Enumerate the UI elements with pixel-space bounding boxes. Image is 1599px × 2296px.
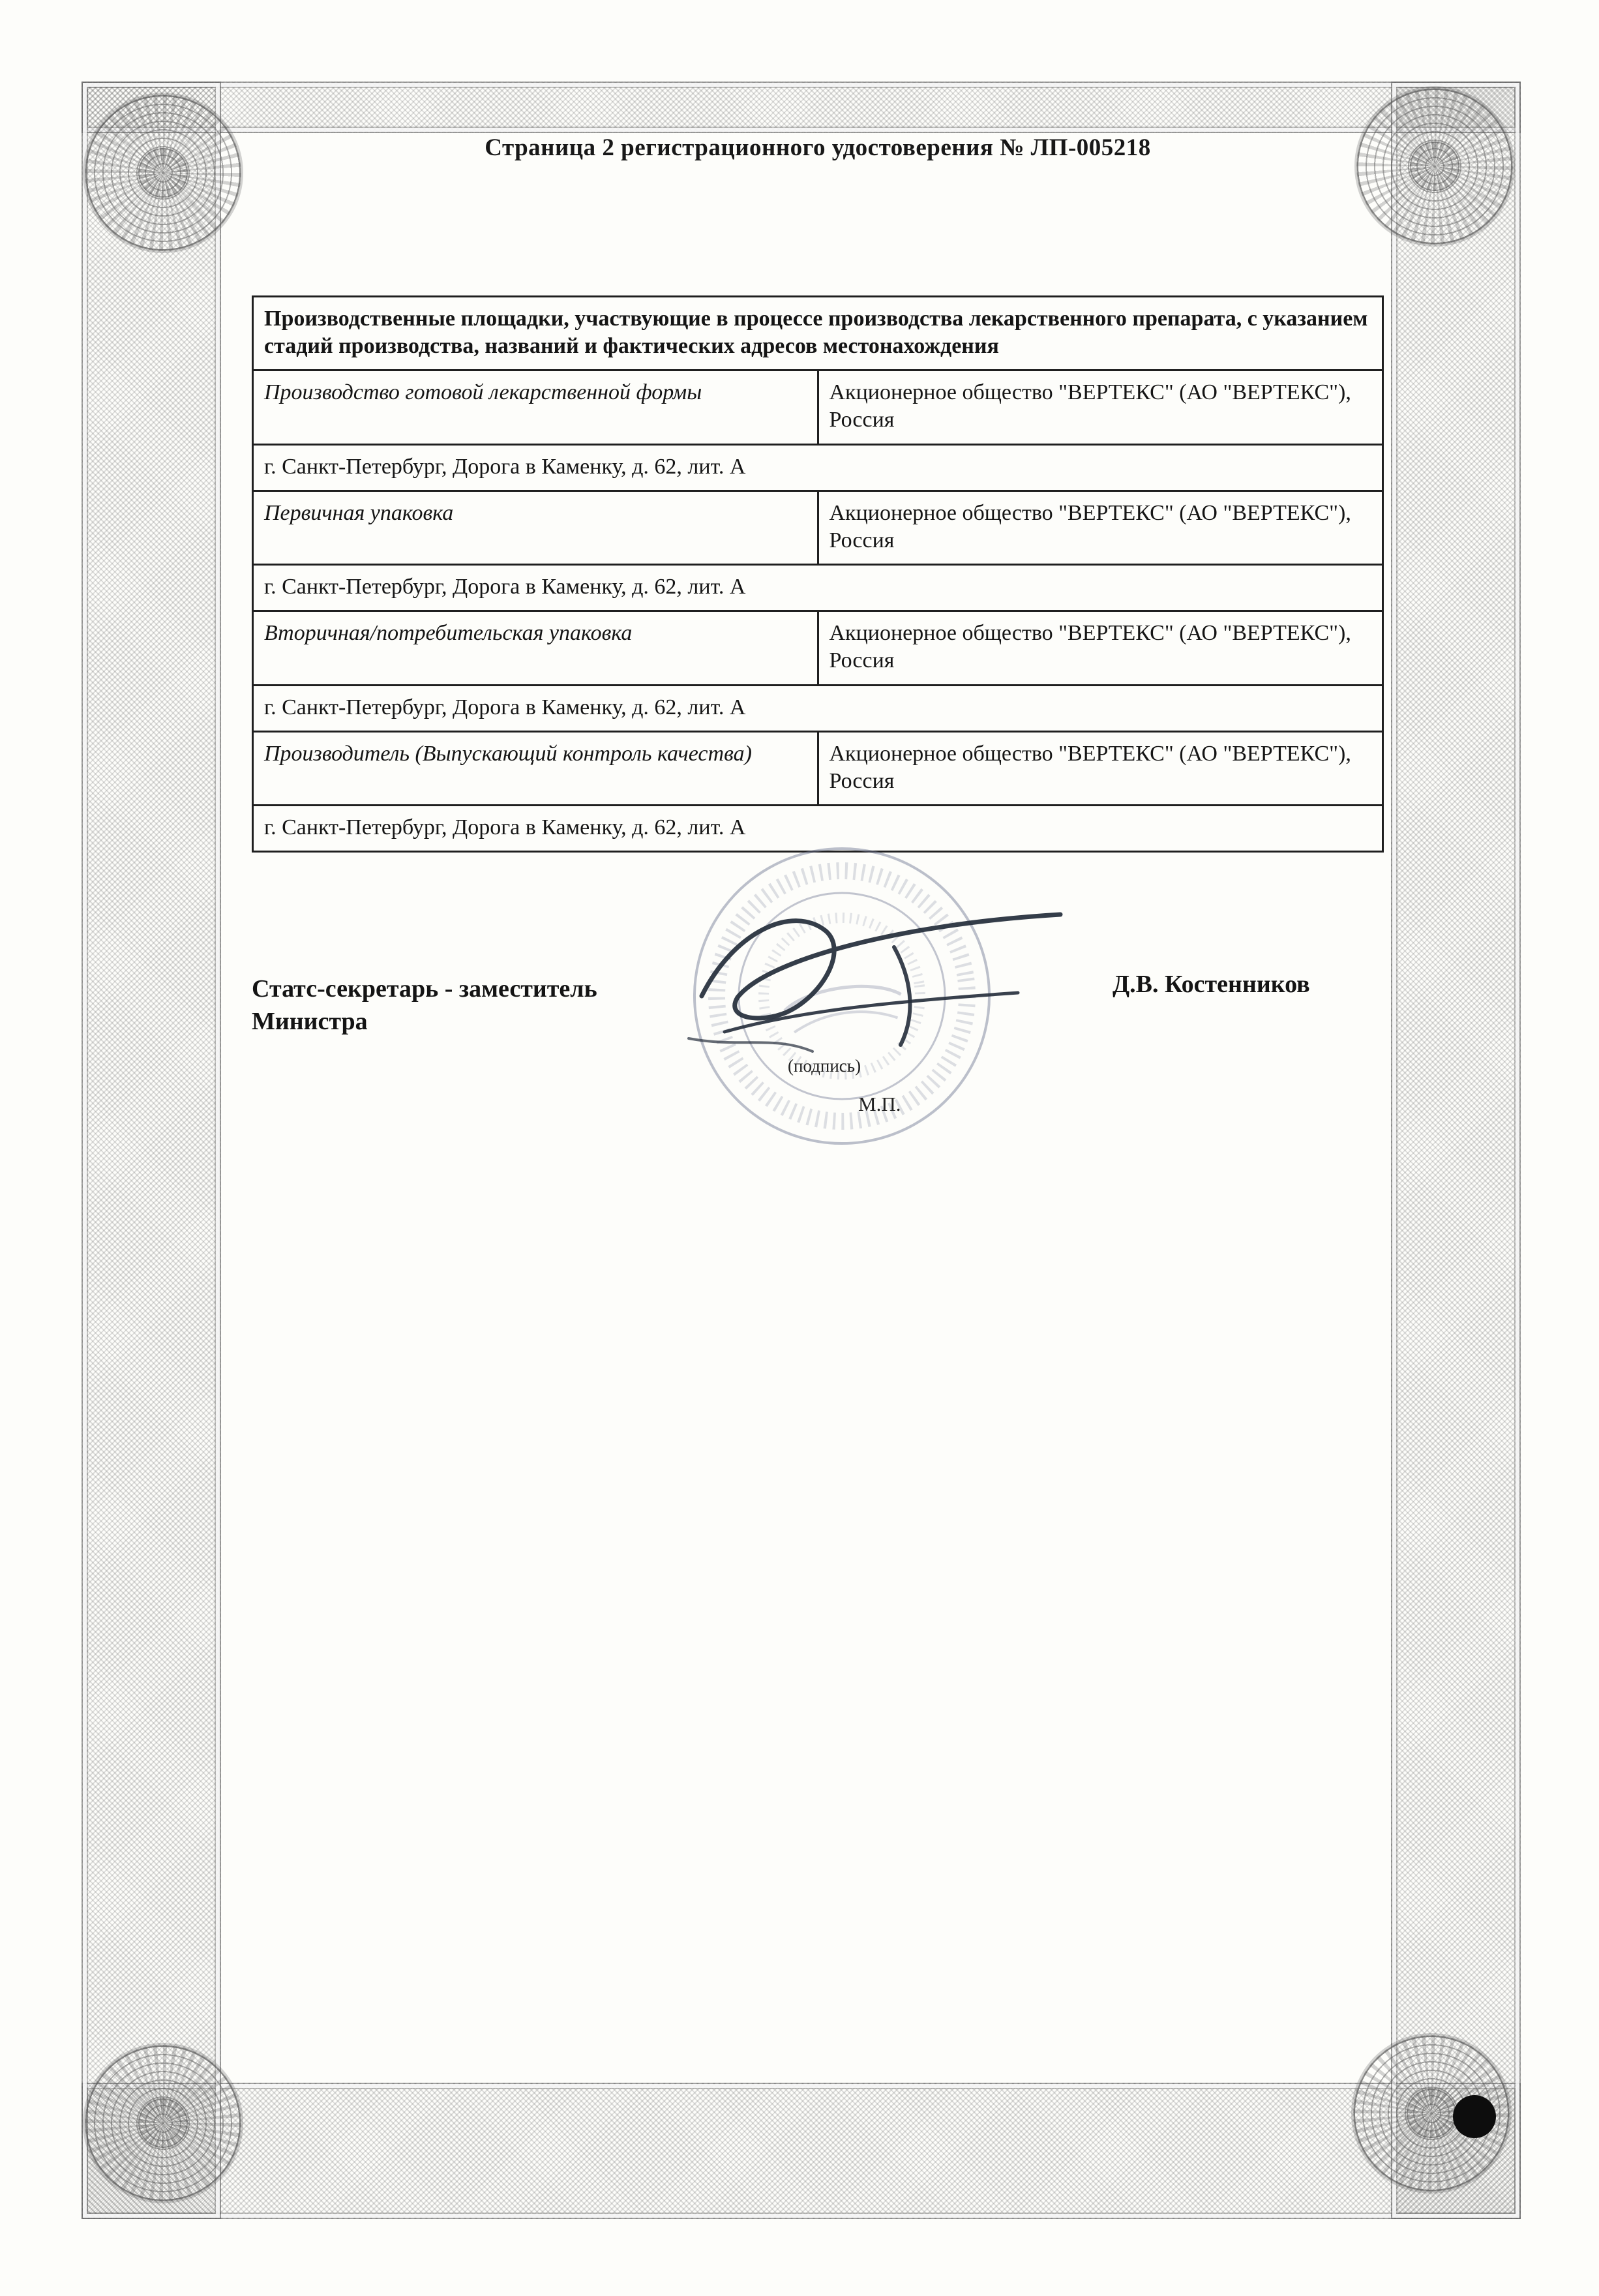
stage-cell: Производство готовой лекарственной формы xyxy=(253,370,818,444)
production-sites-table xyxy=(252,295,1384,853)
signature-block xyxy=(252,937,1384,1237)
border-band-top xyxy=(82,82,1521,133)
stage-cell: Вторичная/потребительская упаковка xyxy=(253,611,818,685)
table-row xyxy=(253,491,1383,564)
company-cell: Акционерное общество "ВЕРТЕКС" (АО "ВЕРТЕКС"), Россия xyxy=(818,731,1383,805)
company-cell: Акционерное общество "ВЕРТЕКС" (АО "ВЕРТЕКС"), Россия xyxy=(818,491,1383,564)
stamp-place-caption: М.П. xyxy=(858,1093,901,1116)
address-cell: г. Санкт-Петербург, Дорога в Каменку, д. 62, лит. А xyxy=(253,444,1383,491)
company-cell: Акционерное общество "ВЕРТЕКС" (АО "ВЕРТЕКС"), Россия xyxy=(818,370,1383,444)
table-header-cell: Производственные площадки, участвующие в процессе производства лекарственного препарата, с указанием стадий производства, названий и фактических адресов местонахождения xyxy=(253,297,1383,370)
table-row xyxy=(253,297,1383,370)
address-cell: г. Санкт-Петербург, Дорога в Каменку, д. 62, лит. А xyxy=(253,806,1383,852)
table-row xyxy=(253,370,1383,444)
address-cell: г. Санкт-Петербург, Дорога в Каменку, д. 62, лит. А xyxy=(253,565,1383,611)
corner-rosette-icon xyxy=(85,2045,241,2201)
corner-rosette-icon xyxy=(85,95,241,251)
address-cell: г. Санкт-Петербург, Дорога в Каменку, д. 62, лит. А xyxy=(253,685,1383,731)
signatory-name: Д.В. Костенников xyxy=(1113,971,1310,999)
stage-cell: Первичная упаковка xyxy=(253,491,818,564)
table-row xyxy=(253,444,1383,491)
table-row xyxy=(253,685,1383,731)
punch-hole-dot xyxy=(1453,2095,1496,2138)
signatory-post: Статс-секретарь - заместитель Министра xyxy=(252,975,597,1035)
table-row xyxy=(253,731,1383,805)
page-title: Страница 2 регистрационного удостоверения № ЛП-005218 xyxy=(485,134,1151,161)
border-band-left xyxy=(82,82,221,2219)
signature-ink xyxy=(663,885,1093,1061)
border-band-right xyxy=(1391,82,1521,2219)
table-row xyxy=(253,565,1383,611)
signature-caption: (подпись) xyxy=(788,1056,861,1076)
border-band-bottom xyxy=(82,2083,1521,2219)
company-cell: Акционерное общество "ВЕРТЕКС" (АО "ВЕРТЕКС"), Россия xyxy=(818,611,1383,685)
table-row xyxy=(253,611,1383,685)
page-content xyxy=(252,134,1384,1237)
stage-cell: Производитель (Выпускающий контроль качества) xyxy=(253,731,818,805)
